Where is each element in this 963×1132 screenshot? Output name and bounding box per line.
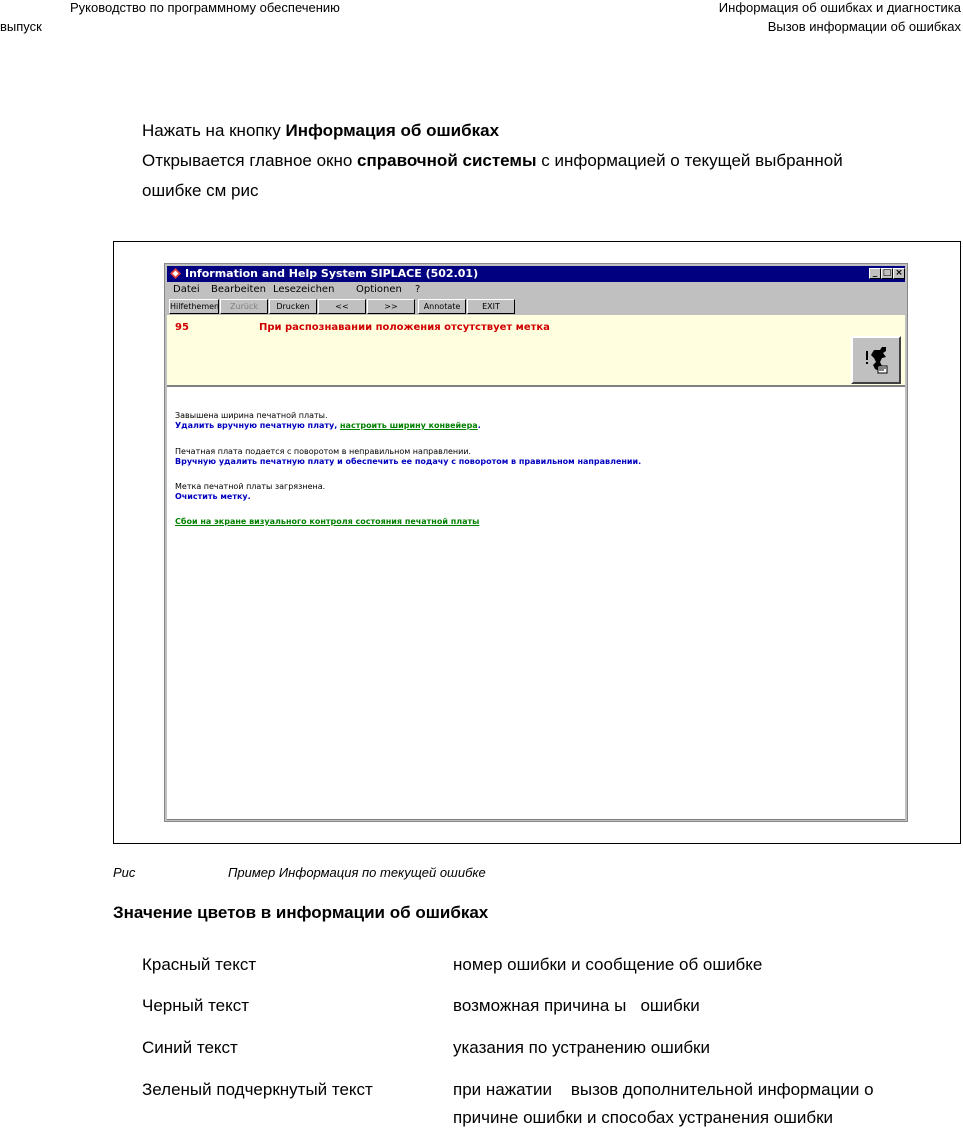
color-term-green: Зеленый подчеркнутый текст: [142, 1080, 373, 1099]
header-edition: выпуск: [0, 19, 42, 34]
help-content: [167, 387, 905, 820]
instruction-result: [142, 146, 843, 176]
window-title: Information and Help System SIPLACE (502.01): [185, 267, 479, 280]
header-chapter: Информация об ошибках и диагностика: [718, 0, 961, 15]
color-desc-red: номер ошибки и сообщение об ошибке: [453, 955, 763, 974]
fix-1-text: Удалить вручную печатную плату,: [175, 421, 341, 430]
toolbar-hilfethemen-button[interactable]: Hilfethemen: [169, 299, 219, 314]
menu-bearbeiten[interactable]: Bearbeiten: [211, 284, 266, 295]
color-desc-black: возможная причина ы ошибки: [453, 996, 700, 1015]
color-term-red: Красный текст: [142, 955, 257, 974]
menu-help[interactable]: ?: [415, 284, 421, 295]
help-window: [164, 263, 908, 822]
figure-caption: Пример Информация по текущей ошибке: [228, 865, 486, 880]
color-term-blue: Синий текст: [142, 1038, 238, 1057]
result-text-end: с информацией о текущей выбранной: [536, 151, 843, 170]
header-doc-title: Руководство по программному обеспечению: [70, 0, 340, 15]
instruction-figure-ref: ошибке см рис: [142, 181, 259, 200]
fix-1-link[interactable]: настроить ширину конвейера: [340, 421, 478, 430]
close-icon[interactable]: ×: [893, 268, 905, 279]
maximize-icon[interactable]: □: [882, 268, 892, 278]
cause-1: Завышена ширина печатной платы.: [175, 411, 328, 420]
window-titlebar: [167, 266, 905, 282]
toolbar: [167, 298, 905, 315]
error-number: 95: [175, 322, 189, 333]
result-bold: справочной системы: [357, 151, 537, 170]
instruction-step: [142, 116, 499, 146]
menu-bar: [167, 282, 905, 297]
color-term-black: Черный текст: [142, 996, 250, 1015]
header-section: Вызов информации об ошибках: [767, 19, 961, 34]
color-desc-green: при нажатии вызов дополнительной информации о: [453, 1080, 874, 1099]
menu-optionen[interactable]: Optionen: [356, 284, 402, 295]
instruction-text: Нажать на кнопку: [142, 121, 286, 140]
menu-lesezeichen[interactable]: Lesezeichen: [273, 284, 335, 295]
toolbar-back-button[interactable]: Zurück: [220, 299, 268, 314]
toolbar-exit-button[interactable]: EXIT: [467, 299, 515, 314]
color-desc-green-cont: причине ошибки и способах устранения ошибки: [453, 1108, 834, 1127]
toolbar-next-button[interactable]: >>: [367, 299, 415, 314]
minimize-icon[interactable]: _: [869, 268, 881, 279]
error-panel: [167, 315, 905, 385]
section-title: Значение цветов в информации об ошибках: [113, 903, 489, 922]
menu-datei[interactable]: Datei: [173, 284, 200, 295]
instruction-button-name: Информация об ошибках: [285, 121, 500, 140]
toolbar-prev-button[interactable]: <<: [318, 299, 366, 314]
toolbar-annotate-button[interactable]: Annotate: [418, 299, 466, 314]
fix-1: [175, 421, 481, 431]
color-desc-blue: указания по устранению ошибки: [453, 1038, 710, 1057]
help-person-icon: [853, 338, 899, 382]
cause-2: Печатная плата подается с поворотом в неправильном направлении.: [175, 447, 472, 456]
cause-3: Метка печатной платы загрязнена.: [175, 482, 326, 491]
error-message: При распознавании положения отсутствует метка: [259, 322, 550, 333]
app-icon: [170, 268, 181, 279]
fix-3: Очистить метку.: [175, 492, 251, 501]
fix-2: Вручную удалить печатную плату и обеспечить ее подачу с поворотом в правильном направлении.: [175, 457, 642, 466]
error-help-button[interactable]: [851, 336, 901, 384]
result-text: Открывается главное окно: [142, 151, 358, 170]
fix-1-end: .: [477, 421, 481, 430]
figure-label: Рис: [113, 865, 136, 880]
more-info-link[interactable]: Сбои на экране визуального контроля состояния печатной платы: [175, 517, 480, 526]
toolbar-print-button[interactable]: Drucken: [269, 299, 317, 314]
